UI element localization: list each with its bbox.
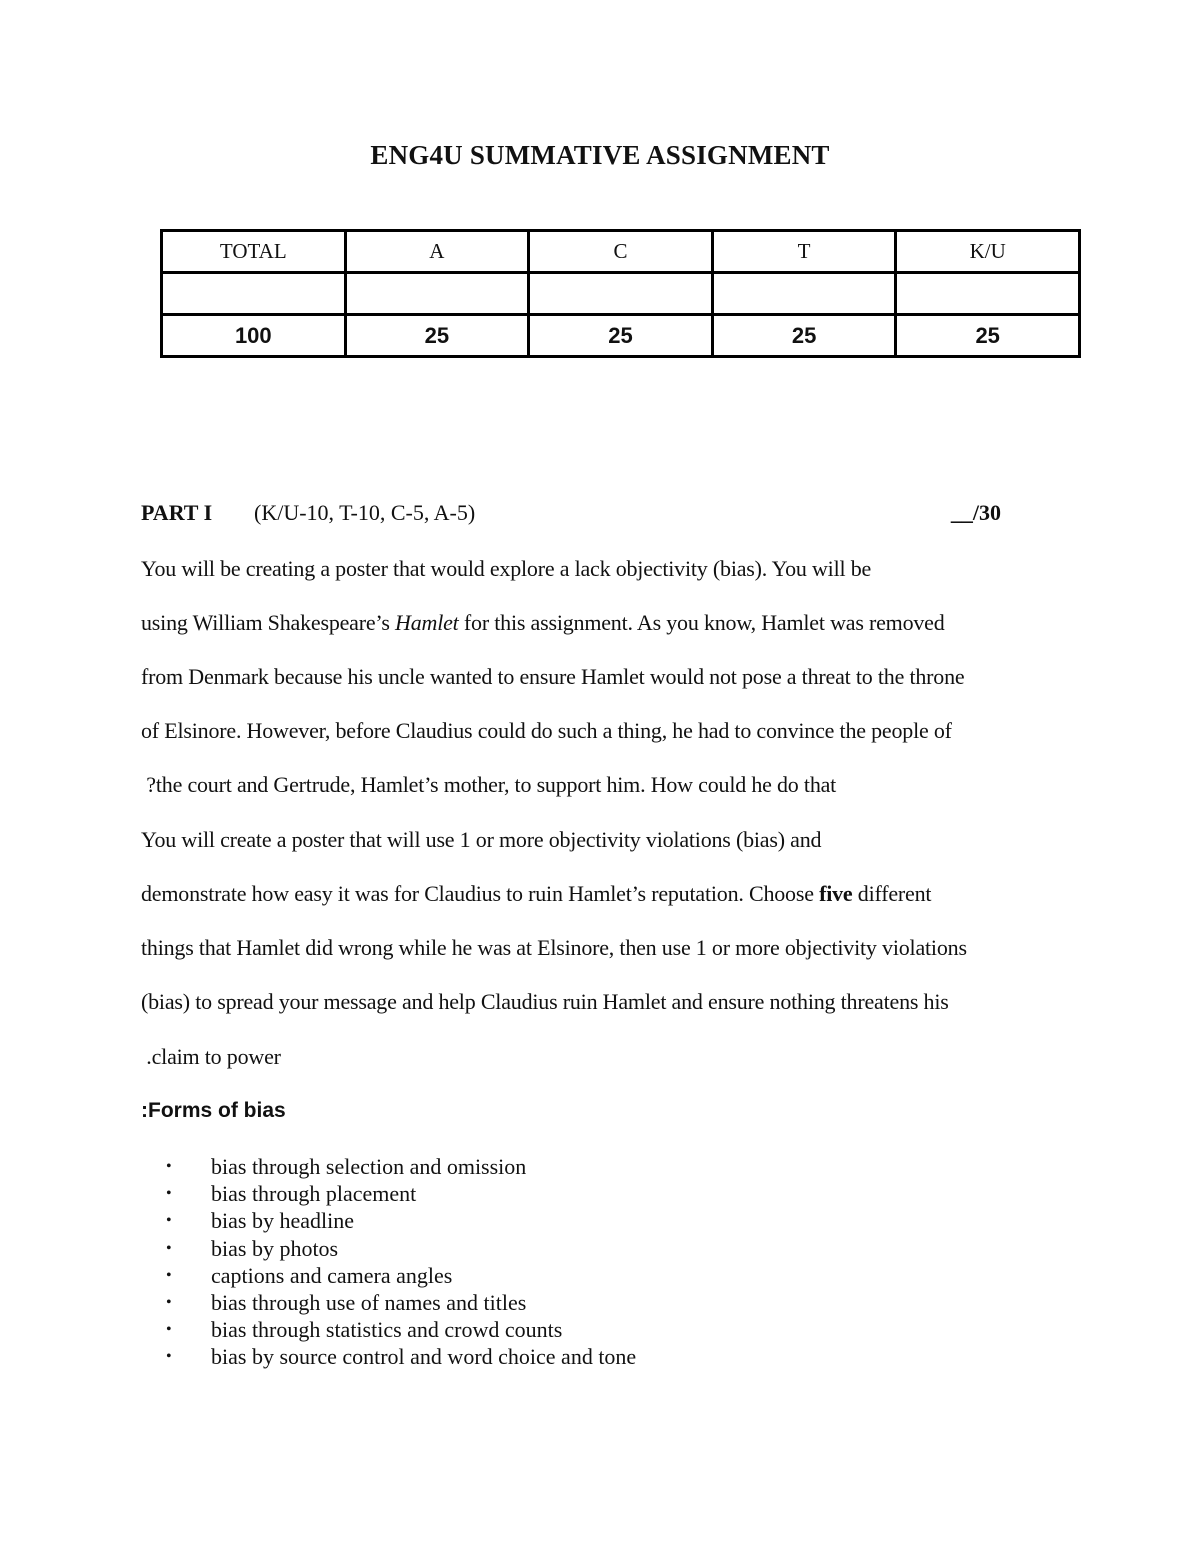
forms-heading: :Forms of bias (141, 1099, 286, 1122)
marks-table (160, 229, 1081, 358)
score-a (345, 273, 529, 315)
paragraph-line (141, 827, 821, 853)
bullet-icon: • (166, 1293, 172, 1311)
marks-score-row (162, 273, 1080, 315)
line-text: of Elsinore. However, before Claudius could do such a thing, he had to convince the people of (141, 718, 952, 743)
score-total (162, 273, 346, 315)
line-text: You will be creating a poster that would explore a lack objectivity (bias). You will be (141, 556, 872, 581)
marks-totals-row (162, 315, 1080, 357)
bullet-icon: • (166, 1266, 172, 1284)
total-a: 25 (345, 315, 529, 357)
part-label: PART I (141, 500, 213, 525)
list-item-text: bias through use of names and titles (211, 1289, 527, 1315)
total-total: 100 (162, 315, 346, 357)
emphasis-word: five (819, 881, 853, 906)
part-heading (141, 500, 1011, 532)
bullet-icon: • (166, 1212, 172, 1230)
list-item (160, 1289, 636, 1316)
header-a: A (345, 231, 529, 273)
list-item-text: bias through selection and omission (211, 1154, 527, 1179)
page-title: ENG4U SUMMATIVE ASSIGNMENT (370, 140, 830, 170)
paragraph-line (141, 989, 949, 1015)
line-text: .claim to power (141, 1044, 281, 1069)
list-item (160, 1207, 636, 1234)
list-item-text: bias by headline (211, 1208, 354, 1234)
list-item-text: bias through statistics and crowd counts (211, 1317, 563, 1343)
line-text: ?the court and Gertrude, Hamlet’s mother, to support him. How could he do that (141, 772, 837, 797)
paragraph-line (141, 881, 931, 907)
list-item-text: bias through placement (211, 1181, 417, 1207)
list-item-text: bias by source control and word choice and tone (211, 1344, 637, 1370)
line-text: (bias) to spread your message and help Claudius ruin Hamlet and ensure nothing threatens his (141, 989, 949, 1014)
paragraph-line (141, 664, 964, 690)
total-ku: 25 (896, 315, 1080, 357)
paragraph-line (141, 556, 871, 582)
total-t: 25 (712, 315, 896, 357)
line-text: demonstrate how easy it was for Claudius to ruin Hamlet’s reputation. Choose (141, 881, 820, 906)
line-text: for this assignment. As you know, Hamlet was removed (458, 610, 945, 635)
header-t: T (712, 231, 896, 273)
score-t (712, 273, 896, 315)
list-item-text: bias by photos (211, 1235, 339, 1261)
list-item-text: captions and camera angles (211, 1262, 453, 1288)
score-c (529, 273, 713, 315)
list-item (160, 1262, 636, 1289)
list-item (160, 1153, 636, 1180)
line-text: You will create a poster that will use 1 or more objectivity violations (bias) and (141, 827, 822, 852)
list-item (160, 1316, 636, 1343)
header-total: TOTAL (162, 231, 346, 273)
paragraph-line (141, 718, 952, 744)
bias-list (160, 1153, 636, 1371)
list-item (160, 1343, 636, 1370)
bullet-icon: • (166, 1348, 172, 1366)
paragraph-line (141, 610, 945, 636)
part-score: __/30 (950, 500, 1001, 525)
line-text: things that Hamlet did wrong while he was at Elsinore, then use 1 or more objectivity violations (141, 935, 967, 960)
paragraph-line (141, 1044, 281, 1070)
line-text: using William Shakespeare’s (141, 610, 396, 635)
marks-header-row (162, 231, 1080, 273)
paragraph-line (141, 935, 967, 961)
bullet-icon: • (166, 1321, 172, 1339)
work-title: Hamlet (395, 610, 459, 635)
list-item (160, 1235, 636, 1262)
line-text: different (852, 881, 932, 906)
header-ku: K/U (896, 231, 1080, 273)
header-c: C (529, 231, 713, 273)
line-text: from Denmark because his uncle wanted to ensure Hamlet would not pose a threat to the throne (141, 664, 965, 689)
bullet-icon: • (166, 1185, 172, 1203)
bullet-icon: • (166, 1239, 172, 1257)
part-weights: (K/U-10, T-10, C-5, A-5) (254, 500, 476, 525)
paragraph-line (141, 772, 836, 798)
score-ku (896, 273, 1080, 315)
bullet-icon: • (166, 1158, 172, 1175)
total-c: 25 (529, 315, 713, 357)
list-item (160, 1180, 636, 1207)
